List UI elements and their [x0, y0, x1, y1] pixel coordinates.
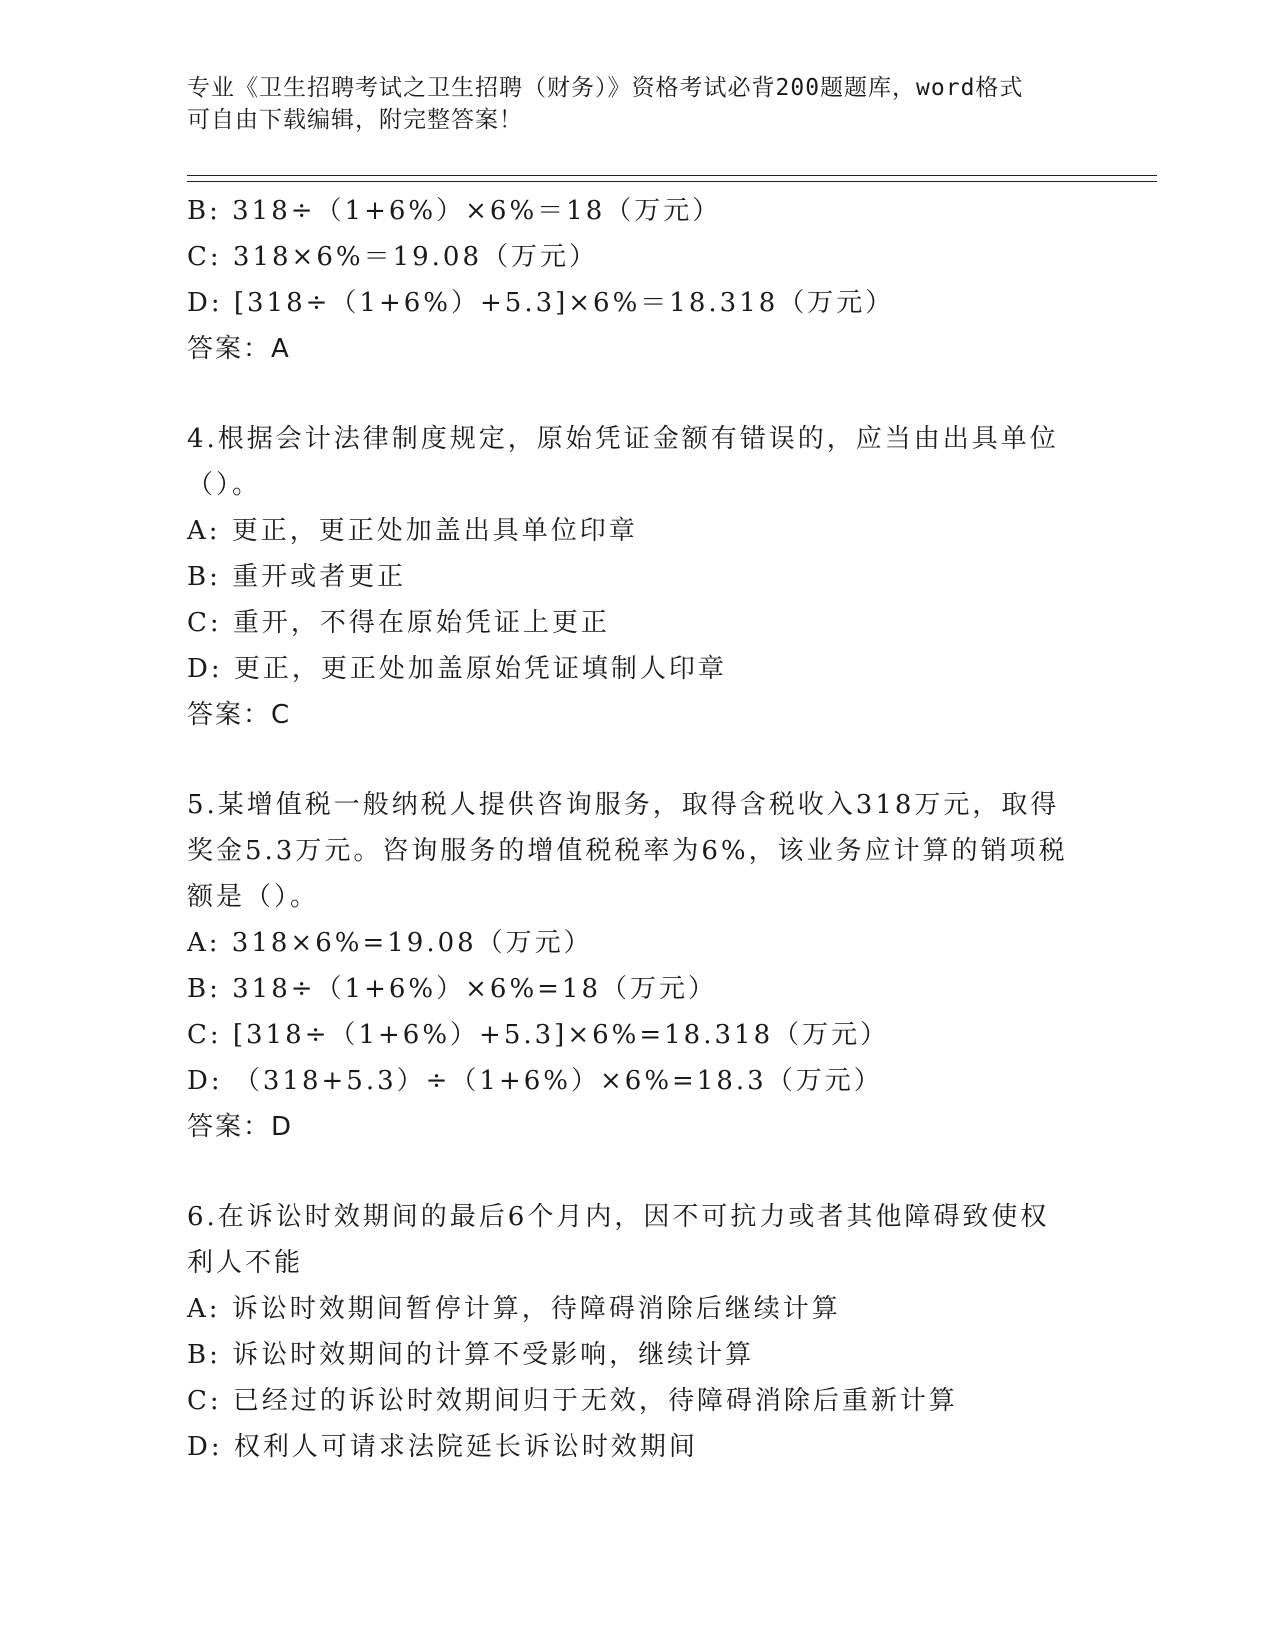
header-title-line-1: 专业《卫生招聘考试之卫生招聘（财务）》资格考试必背200题题库，word格式	[187, 75, 1024, 101]
question-6-option-b: B: 诉讼时效期间的计算不受影响，继续计算	[187, 1340, 755, 1370]
question-list	[187, 188, 1087, 1470]
question-3-option-d: D: [318÷（1+6%）+5.3]×6%＝18.318（万元）	[187, 288, 895, 318]
question-6	[187, 1194, 1087, 1470]
question-6-option-d: D: 权利人可请求法院延长诉讼时效期间	[187, 1432, 698, 1462]
question-6-stem-line-1: 6.在诉讼时效期间的最后6个月内，因不可抗力或者其他障碍致使权	[187, 1202, 1050, 1232]
question-5-stem-line-1: 5.某增值税一般纳税人提供咨询服务，取得含税收入318万元，取得	[187, 790, 1060, 820]
question-4-option-b: B: 重开或者更正	[187, 562, 407, 592]
question-4-option-a: A: 更正，更正处加盖出具单位印章	[187, 516, 638, 546]
spacer	[187, 738, 1087, 782]
question-6-stem-line-2: 利人不能	[187, 1248, 304, 1278]
spacer	[187, 372, 1087, 416]
question-4-stem-line-2: （）。	[187, 470, 262, 500]
question-5-option-c: C: [318÷（1+6%）+5.3]×6%=18.318（万元）	[187, 1020, 890, 1050]
page-header	[187, 72, 1067, 136]
question-4-option-d: D: 更正，更正处加盖原始凭证填制人印章	[187, 654, 727, 684]
question-5-option-b: B: 318÷（1+6%）×6%=18（万元）	[187, 974, 718, 1004]
question-3-option-c: C: 318×6%＝19.08（万元）	[187, 242, 599, 272]
question-5-option-a: A: 318×6%=19.08（万元）	[187, 928, 593, 958]
question-5	[187, 782, 1087, 1150]
question-5-stem-line-2: 奖金5.3万元。咨询服务的增值税税率为6%，该业务应计算的销项税	[187, 836, 1068, 866]
question-4-stem-line-1: 4.根据会计法律制度规定，原始凭证金额有错误的，应当由出具单位	[187, 424, 1059, 454]
header-title-line-2: 可自由下载编辑，附完整答案！	[187, 107, 523, 133]
question-4-answer: 答案：C	[187, 700, 292, 730]
header-divider-top	[187, 175, 1157, 176]
question-4	[187, 416, 1087, 738]
question-3-option-b: B: 318÷（1+6%）×6%＝18（万元）	[187, 196, 722, 226]
question-5-stem-line-3: 额是（）。	[187, 882, 320, 912]
question-5-answer: 答案：D	[187, 1112, 294, 1142]
question-6-option-c: C: 已经过的诉讼时效期间归于无效，待障碍消除后重新计算	[187, 1386, 958, 1416]
question-5-option-d: D: （318+5.3）÷（1+6%）×6%=18.3（万元）	[187, 1066, 883, 1096]
question-4-option-c: C: 重开，不得在原始凭证上更正	[187, 608, 610, 638]
question-3	[187, 188, 1087, 372]
question-6-option-a: A: 诉讼时效期间暂停计算，待障碍消除后继续计算	[187, 1294, 841, 1324]
question-3-answer: 答案：A	[187, 334, 291, 364]
spacer	[187, 1150, 1087, 1194]
header-divider-bottom	[187, 181, 1157, 182]
